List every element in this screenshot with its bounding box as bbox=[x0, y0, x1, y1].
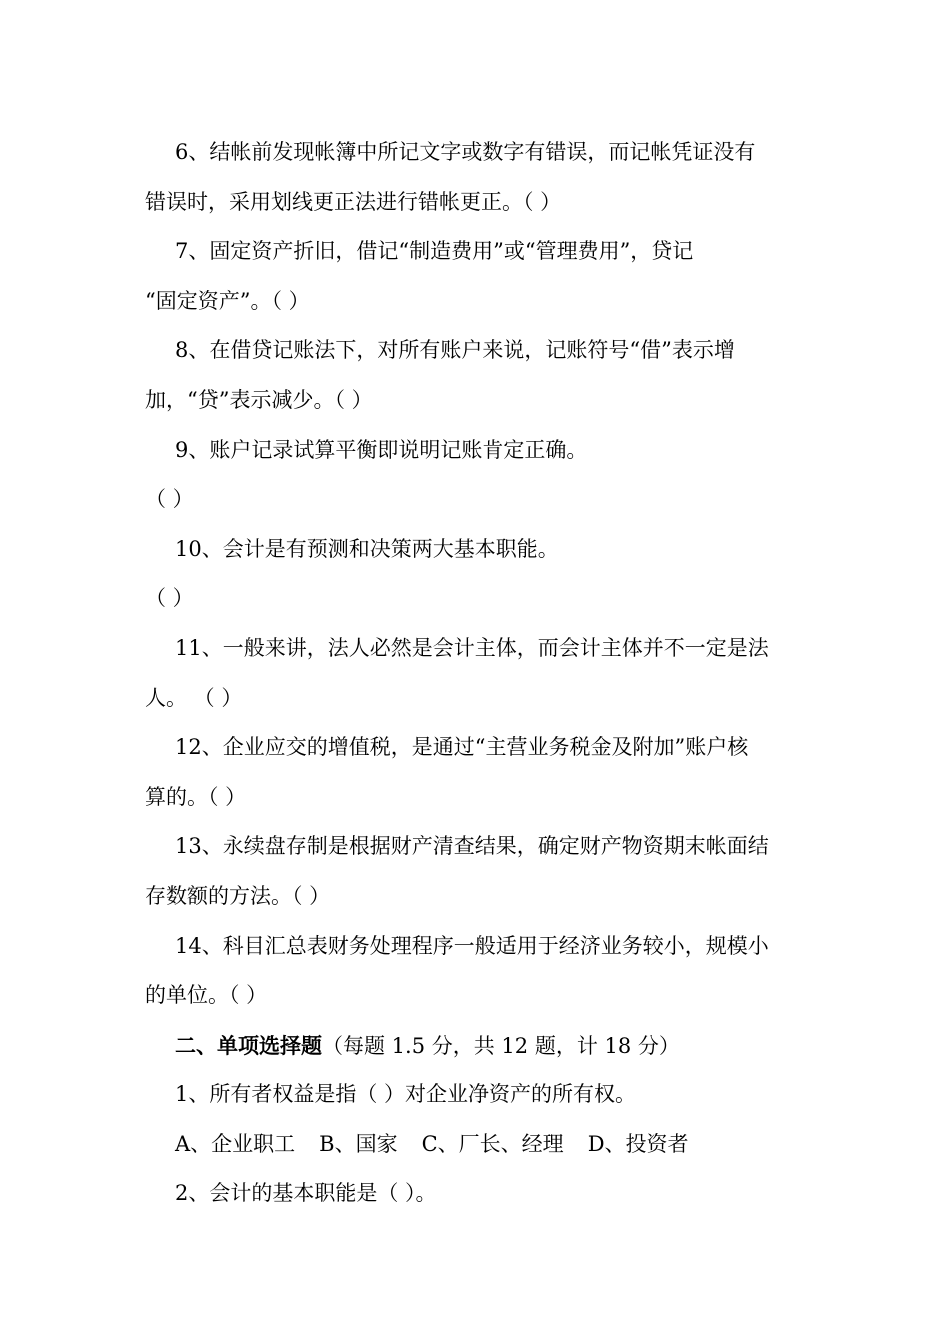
section-heading bbox=[145, 1021, 805, 1071]
option-a: A、企业职工 bbox=[175, 1131, 296, 1156]
judgement-item-8-line-1: 8、在借贷记账法下，对所有账户来说，记账符号“借”表示增 bbox=[175, 338, 735, 363]
option-d: D、投资者 bbox=[587, 1131, 689, 1156]
judgement-item-13-line-2: 存数额的方法。（ ） bbox=[145, 883, 331, 908]
judgement-item-10-line-1: 10、会计是有预测和决策两大基本职能。 bbox=[175, 536, 559, 561]
judgement-item-14-line-2: 的单位。（ ） bbox=[145, 983, 268, 1008]
judgement-item-7-line-1: 7、固定资产折旧，借记“制造费用”或“管理费用”，贷记 bbox=[175, 239, 694, 264]
section-title: 二、单项选择题 bbox=[175, 1032, 322, 1058]
judgement-item-14-line-1: 14、科目汇总表财务处理程序一般适用于经济业务较小，规模小 bbox=[175, 933, 769, 958]
choice-question-1-options bbox=[145, 1120, 805, 1170]
judgement-item-12-line-1: 12、企业应交的增值税，是通过“主营业务税金及附加”账户核 bbox=[175, 735, 749, 760]
choice-question-2: 2、会计的基本职能是（ ）。 bbox=[175, 1181, 437, 1206]
document-body bbox=[145, 128, 805, 1219]
judgement-item-8-line-2: 加，“贷”表示减少。（ ） bbox=[145, 387, 373, 412]
judgement-item-9-line-1: 9、账户记录试算平衡即说明记账肯定正确。 bbox=[175, 437, 588, 462]
option-b: B、国家 bbox=[319, 1131, 398, 1156]
judgement-item-11-line-2: 人。 （ ） bbox=[145, 685, 243, 710]
judgement-item-9-line-2: （ ） bbox=[145, 487, 194, 512]
judgement-item-11-line-1: 11、一般来讲，法人必然是会计主体，而会计主体并不一定是法 bbox=[175, 635, 769, 660]
judgement-item-6-line-2: 错误时，采用划线更正法进行错帐更正。（ ） bbox=[145, 189, 562, 214]
judgement-item-12-line-2: 算的。（ ） bbox=[145, 784, 247, 809]
judgement-item-13-line-1: 13、永续盘存制是根据财产清查结果，确定财产物资期末帐面结 bbox=[175, 834, 769, 859]
section-note: （每题 1.5 分，共 12 题，计 18 分） bbox=[322, 1033, 680, 1058]
judgement-item-10-line-2: （ ） bbox=[145, 586, 194, 611]
judgement-item-7-line-2: “固定资产”。（ ） bbox=[145, 288, 310, 313]
option-c: C、厂长、经理 bbox=[421, 1131, 564, 1156]
judgement-item-6-line-1: 6、结帐前发现帐簿中所记文字或数字有错误，而记帐凭证没有 bbox=[175, 140, 756, 164]
choice-question-1: 1、所有者权益是指（ ）对企业净资产的所有权。 bbox=[175, 1082, 637, 1107]
